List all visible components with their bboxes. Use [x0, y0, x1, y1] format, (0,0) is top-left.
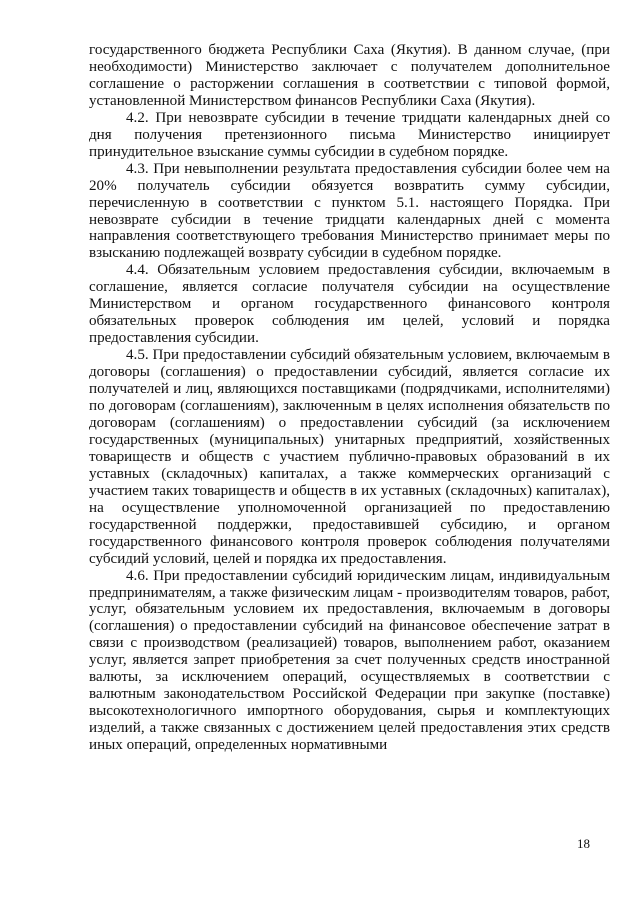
document-page — [89, 42, 610, 754]
paragraph-4-5: 4.5. При предоставлении субсидий обязательным условием, включаемым в договоры (соглашения) о предоставлении субсидий, является согласие их получателей и лиц, являющихся поставщиками (подрядчиками, исполнителями) по договорам (соглашениям), заключенным в целях исполнения обязательств по договорам (соглашениям) о предоставлении субсидий (за исключением государственных (муниципальных) унитарных предприятий, хозяйственных товариществ и обществ с участием публично-правовых образований в их уставных (складочных) капиталах, а также коммерческих организаций с участием таких товариществ и обществ в их уставных (складочных) капиталах), на осуществление уполномоченной организацией по предоставлению государственной поддержки, предоставившей субсидию, и органом государственного финансового контроля проверок соблюдения получателями субсидий условий, целей и порядка их предоставления. — [89, 347, 610, 567]
paragraph-continuation: государственного бюджета Республики Саха (Якутия). В данном случае, (при необходимости) Министерство заключает с получателем дополнительное соглашение о расторжении соглашения в соответствии с типовой формой, установленной Министерством финансов Республики Саха (Якутия). — [89, 42, 610, 109]
paragraph-4-2: 4.2. При невозврате субсидии в течение тридцати календарных дней со дня получения претензионного письма Министерство инициирует принудительное взыскание суммы субсидии в судебном порядке. — [89, 109, 610, 160]
paragraph-4-6: 4.6. При предоставлении субсидий юридическим лицам, индивидуальным предпринимателям, а также физическим лицам - производителям товаров, работ, услуг, обязательным условием их предоставления, включаемым в договоры (соглашения) о предоставлении субсидий на финансовое обеспечение затрат в связи с производством (реализацией) товаров, выполнением работ, оказанием услуг, является запрет приобретения за счет полученных средств иностранной валюты, за исключением операций, осуществляемых в соответствии с валютным законодательством Российской Федерации при закупке (поставке) высокотехнологичного импортного оборудования, сырья и комплектующих изделий, а также связанных с достижением целей предоставления этих средств иных операций, определенных нормативными — [89, 567, 610, 754]
page-number: 18 — [577, 836, 590, 851]
paragraph-4-4: 4.4. Обязательным условием предоставления субсидии, включаемым в соглашение, является согласие получателя субсидии на осуществление Министерством и органом государственного финансового контроля обязательных проверок соблюдения им целей, условий и порядка предоставления субсидии. — [89, 262, 610, 347]
paragraph-4-3: 4.3. При невыполнении результата предоставления субсидии более чем на 20% получатель субсидии обязуется возвратить сумму субсидии, перечисленную в соответствии с пунктом 5.1. настоящего Порядка. При невозврате субсидии в течение тридцати календарных дней с момента направления соответствующего требования Министерство принимает меры по взысканию подлежащей возврату субсидии в судебном порядке. — [89, 160, 610, 262]
